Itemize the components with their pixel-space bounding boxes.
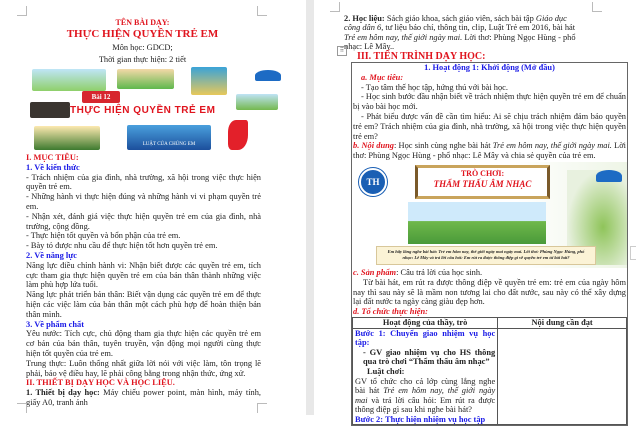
product-text: Từ bài hát, em rút ra được thông điệp về quyền trẻ em: trẻ em của ngày hôm nay thì sau này sẽ là mầm non tương lai cho đất nước, sau này có thể xây dựng lại đất nước ta ngày càng giàu đẹp hơn. <box>353 277 626 307</box>
publisher-logo <box>596 170 622 182</box>
product-label: c. Sản phẩm <box>353 267 397 277</box>
step-heading: Bước 1: Chuyển giao nhiệm vụ học tập: <box>355 328 496 348</box>
content-text: Trẻ em hôm nay, thế giới ngày mai. <box>492 141 612 151</box>
step-heading: Bước 2: Thực hiện nhiệm vụ học tập <box>355 414 486 424</box>
goal-label: a. Mục tiêu: <box>361 72 404 82</box>
lesson-label: TÊN BÀI DẠY: <box>115 18 170 27</box>
margin-mark <box>592 2 602 12</box>
rules-text: và trả lời câu hỏi: Em rút ra được thông điệp gì sau khi nghe bài hát? <box>355 395 496 415</box>
section-heading: I. MỤC TIÊU: <box>26 153 79 162</box>
content-text: Lời thơ: Phùng Ngọc Hùng - phổ nhạc: Lê Mây và chia sẻ quyền của trẻ em. <box>353 141 626 161</box>
knowledge-item: - Những hành vi thực hiện đúng và những hành vi vi phạm quyền trẻ em. <box>26 192 261 211</box>
table-row <box>353 328 627 425</box>
game-caption: Em hãy lắng nghe bài hát: Trẻ em hôm nay, thế giới ngày mai ngày mai. Lời thơ: Phùng Ngọc Hùng, phổ nhạc: Lê Mây và trả lời câu hỏi: Em rút ra được thông điệp gì về quyền trẻ em từ bài hát? <box>376 246 596 265</box>
skills-item: Năng lực phát triển bản thân: Biết vận dụng các quyền trẻ em để thực hiện các việc làm của bản thân một cách phù hợp để hoàn thiện bản thân mình. <box>26 290 261 319</box>
section-heading: II. THIẾT BỊ DẠY HỌC VÀ HỌC LIỆU. <box>26 378 175 388</box>
step-task: - GV giao nhiệm vụ cho HS thông qua trò chơi “Thẩm thấu âm nhạc” <box>363 347 496 367</box>
goal-item: - Tạo tâm thế học tập, hứng thú với bài học. <box>361 82 508 92</box>
quality-item: Yêu nước: Tích cực, chủ động tham gia thực hiện các quyền trẻ em cơ bản của bản thân, tuyên truyền, vận động mọi người cùng thực hiện tốt quyền của trẻ em. <box>26 329 261 358</box>
materials-label: 2. Học liệu: <box>344 14 385 23</box>
game-slide-image <box>352 162 627 268</box>
right-page <box>314 0 640 424</box>
knowledge-item: - Thực hiện tốt quyền và bổn phận của trẻ em. <box>26 231 181 241</box>
materials-text: Lời thơ: Phùng Ngọc Hùng - phổ nhạc: Lê Mây.. <box>344 32 576 52</box>
game-name: THẨM THẤU ÂM NHẠC <box>433 178 532 189</box>
duration: Thời gian thực hiện: 2 tiết <box>98 55 187 64</box>
lesson-title: THỰC HIỆN QUYỀN TRẺ EM <box>66 28 219 40</box>
equipment-label: 1. Thiết bị dạy học: <box>26 388 100 398</box>
margin-mark <box>257 6 267 16</box>
rules-text: GV tổ chức cho cả lớp cùng lắng nghe bài hát <box>355 376 496 396</box>
content-label: b. Nội dung <box>353 141 394 151</box>
materials-text: Trẻ em hôm nay, thế giới ngày mai. <box>344 32 463 42</box>
table-header: Nội dung cần đạt <box>498 317 627 328</box>
margin-mark <box>257 403 267 413</box>
table-move-handle[interactable]: ⠿ <box>337 46 347 56</box>
margin-mark <box>630 246 636 260</box>
margin-mark <box>17 403 27 413</box>
materials-text: Giáo dục công dân 6 <box>344 14 567 33</box>
activity-title: 1. Hoạt động 1: Khởi động (Mở đầu) <box>424 63 555 72</box>
quality-item: Trung thực: Luôn thống nhất giữa lời nói với việc làm, tôn trọng lẽ phải, bảo vệ điều hay, lẽ phải công bằng trong nhận thức, ứng xử. <box>26 358 261 378</box>
activity-table <box>352 317 627 426</box>
product-text: : Câu trả lời của học sinh. <box>396 267 483 277</box>
subheading-skills: 2. Về năng lực <box>26 250 77 260</box>
page-divider-scrollbar[interactable] <box>306 0 314 415</box>
knowledge-item: - Trách nhiệm của gia đình, nhà trường, xã hội trong việc thực hiện quyền trẻ em. <box>26 172 261 192</box>
goal-item: - Học sinh bước đầu nhận biết về trách nhiệm thực hiện quyền trẻ em để chuẩn bị vào bài học mới. <box>353 92 626 112</box>
banner-title: THỰC HIỆN QUYỀN TRẺ EM <box>70 105 216 116</box>
subheading-knowledge: 1. Về kiến thức <box>26 162 80 172</box>
section-heading: III. TIẾN TRÌNH DẠY HỌC: <box>357 51 486 62</box>
materials <box>344 14 582 52</box>
rules-text: Trẻ em hôm nay, thế giới ngày mai <box>355 386 496 405</box>
activity-box <box>351 62 628 426</box>
game-title: TRÒ CHƠI: <box>460 168 505 178</box>
materials-text: , tư liệu báo chí, thông tin, clip, Luật Trẻ em 2016, bài hát <box>381 23 576 33</box>
subject: Môn học: GDCD; <box>112 43 173 52</box>
equipment-text: Máy chiếu power point, màn hình, máy tính, giấy A0, tranh ảnh <box>26 388 261 407</box>
left-page <box>0 0 306 415</box>
organization-label: d. Tổ chức thực hiện: <box>353 307 428 317</box>
subheading-quality: 3. Về phẩm chất <box>26 319 85 329</box>
margin-mark <box>330 2 340 12</box>
school-logo: TH <box>359 168 387 196</box>
margin-mark <box>17 6 27 16</box>
table-header: Hoạt động của thầy, trò <box>353 317 498 328</box>
objectives-section <box>26 153 261 408</box>
rules-label: Luật chơi: <box>367 366 405 376</box>
goal-item: - Phát biểu được vấn đề cần tìm hiểu: Ai sẽ chịu trách nhiệm đảm bảo quyền trẻ em? Trách nhiệm của gia đình, nhà trường, xã hội trong việc thực hiện quyền trẻ em? <box>353 111 626 141</box>
materials-text: Sách giáo khoa, sách giáo viên, sách bài tập <box>384 14 536 23</box>
lesson-badge: Bài 12 <box>82 91 120 103</box>
knowledge-item: - Bày tỏ được nhu cầu để thực hiện tốt hơn quyền trẻ em. <box>26 241 218 251</box>
expected-content-cell <box>498 328 627 425</box>
content-text: : Học sinh cùng nghe bài hát <box>393 141 493 151</box>
banner-book: LUẬT CỦA CHÚNG EM <box>127 125 211 150</box>
skills-item: Năng lực điều chỉnh hành vi: Nhận biết được các quyền trẻ em, tích cực tham gia thực hiện quyền trẻ em của bản thân thành những việc làm phù hợp lứa tuổi. <box>26 260 261 290</box>
knowledge-item: - Nhận xét, đánh giá việc thực hiện quyền trẻ em của gia đình, nhà trường, cộng đồng. <box>26 211 261 231</box>
